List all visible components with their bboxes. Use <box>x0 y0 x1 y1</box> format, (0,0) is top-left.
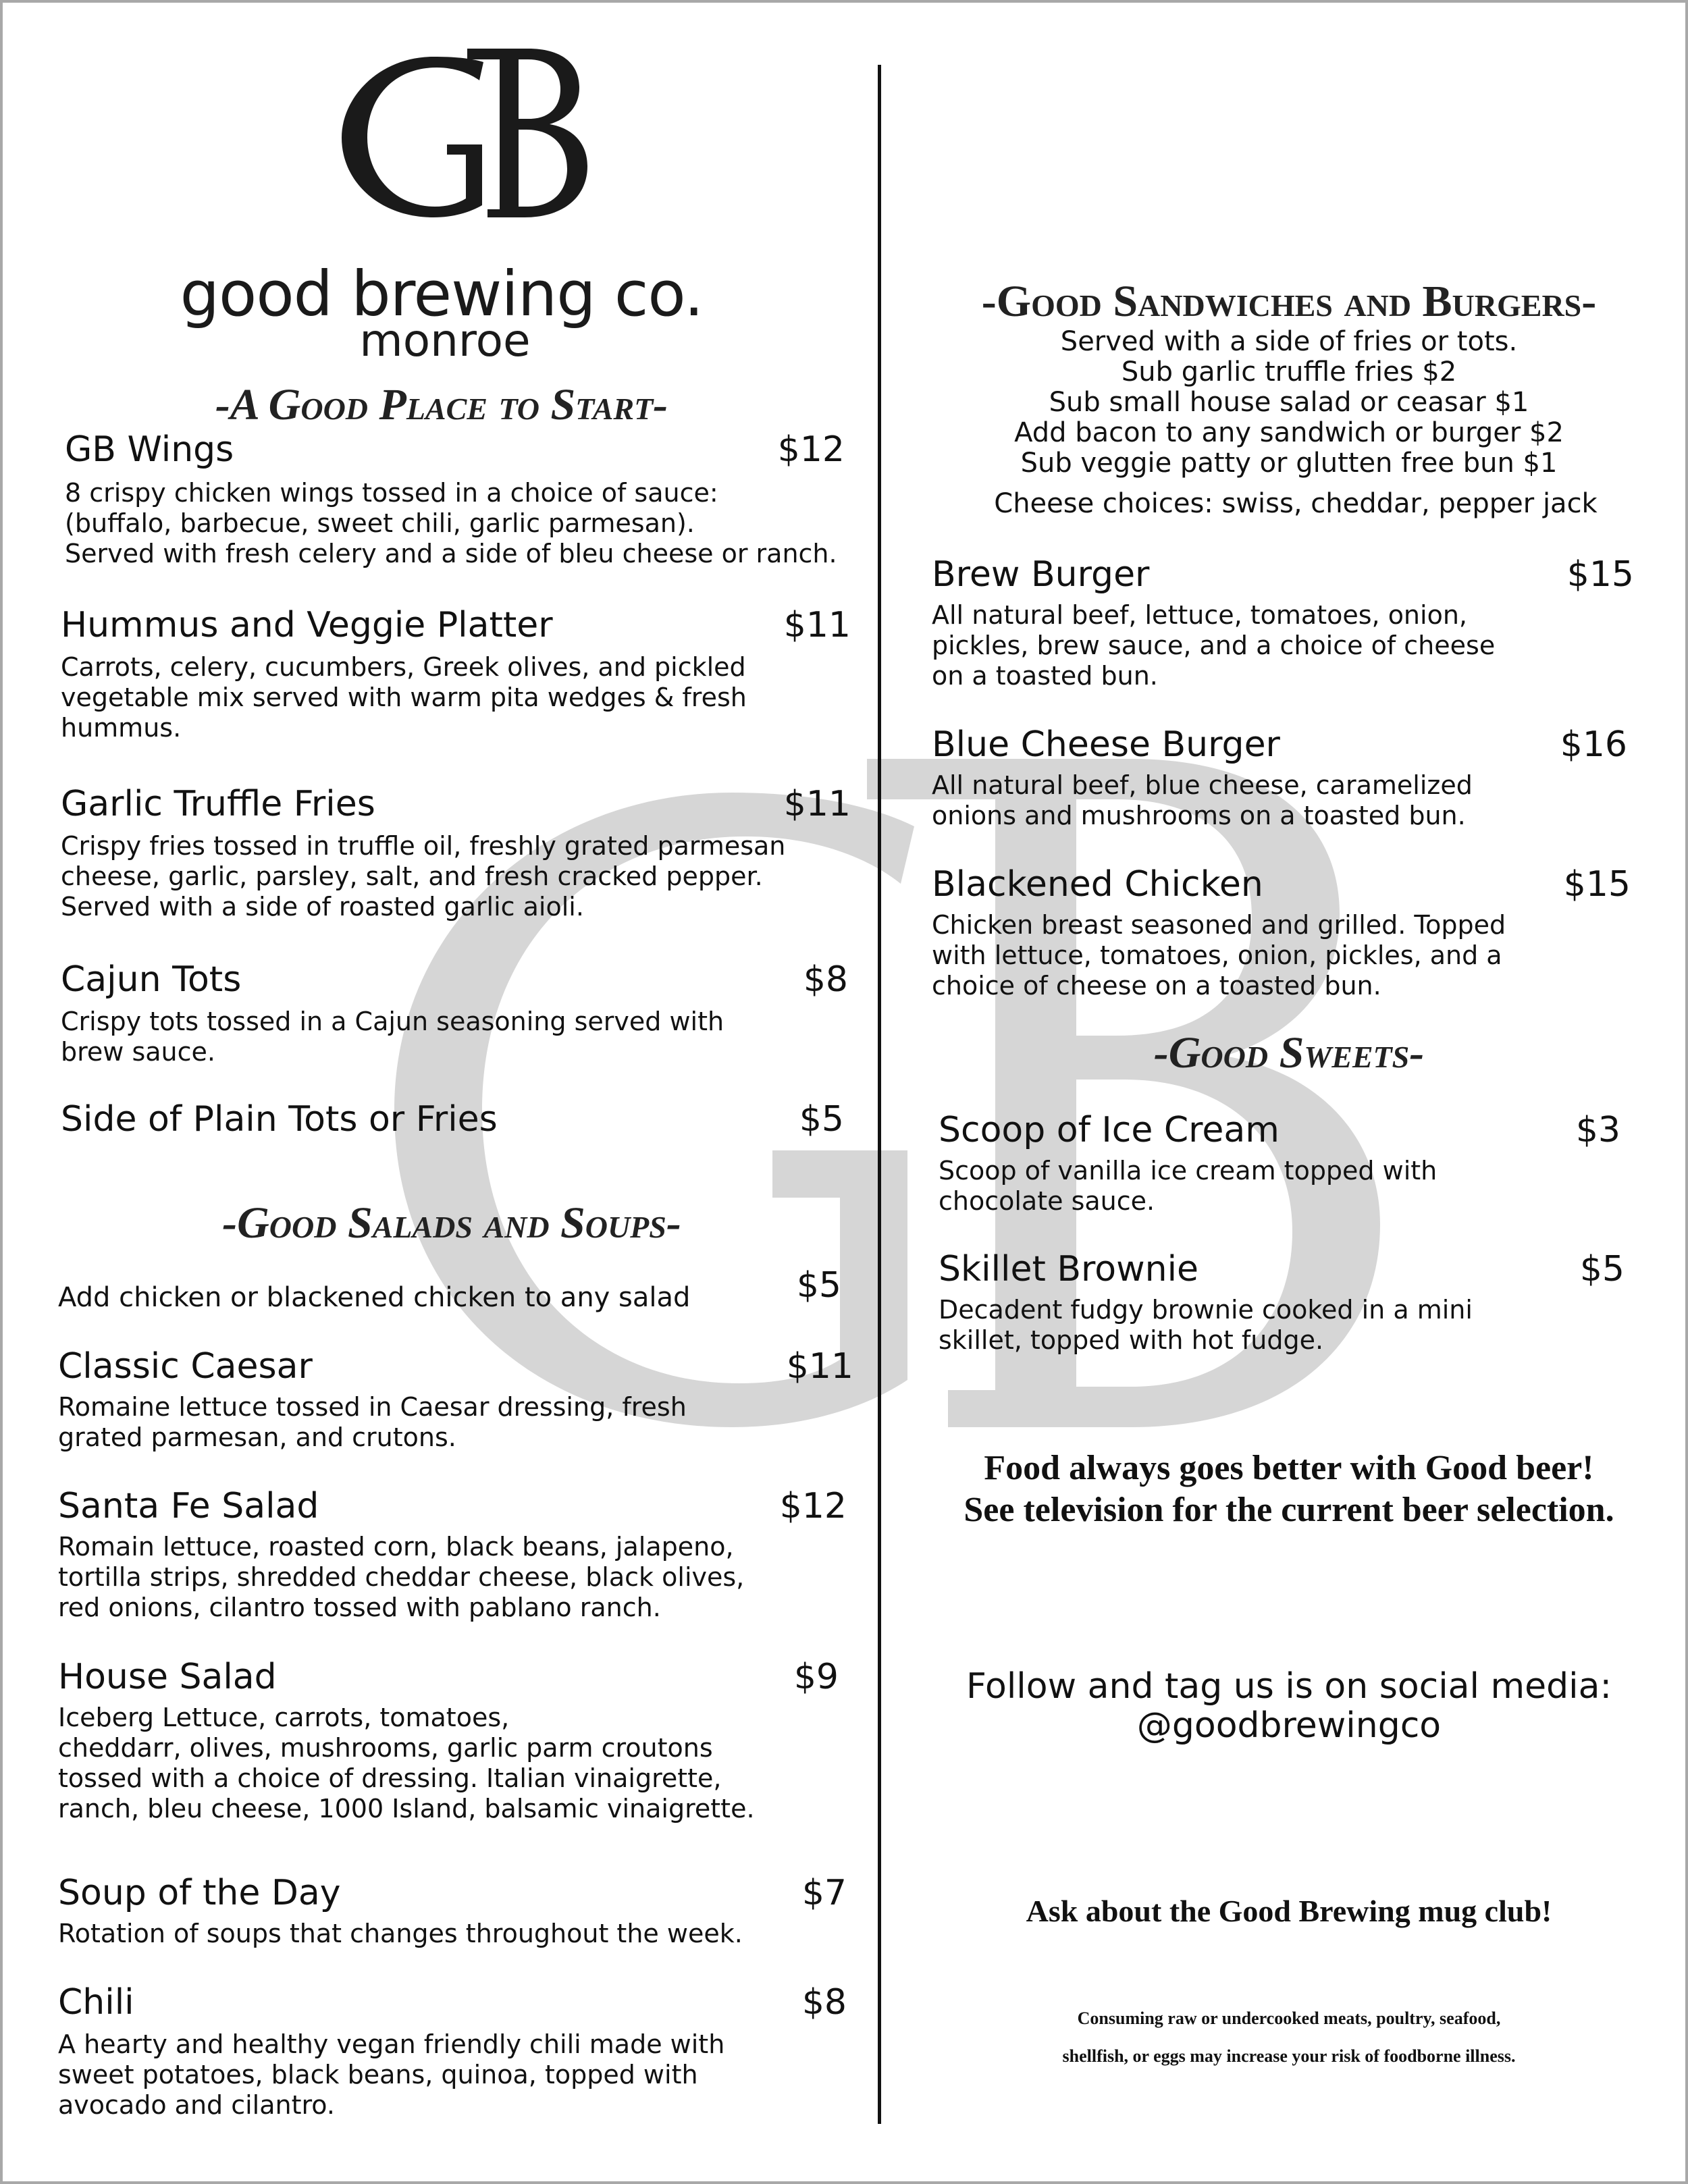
item-name: Blackened Chicken <box>932 864 1263 905</box>
brand-location: monroe <box>359 315 531 367</box>
item-name: Blue Cheese Burger <box>932 724 1280 765</box>
item-description: Scoop of vanilla ice cream topped with chocolate sauce. <box>939 1156 1438 1216</box>
item-price: $15 <box>1566 554 1634 595</box>
item-name: Brew Burger <box>932 554 1150 595</box>
item-price: $8 <box>803 959 848 1000</box>
beer-note: Food always goes better with Good beer! See television for the current beer selection. <box>964 1449 1614 1529</box>
sandwich-notes: Served with a side of fries or tots. Sub garlic truffle fries $2 Sub small house salad or ceasar $1 Add bacon to any sandwich or burger $2 Sub veggie patty or glutten free bun $1 <box>1014 326 1564 479</box>
item-price: $5 <box>1579 1249 1625 1289</box>
item-description: Rotation of soups that changes throughout the week. <box>58 1919 743 1948</box>
item-description: 8 crispy chicken wings tossed in a choice of sauce: (buffalo, barbecue, sweet chili, garlic parmesan). Served with fresh celery and a side of bleu cheese or ranch. <box>65 478 837 568</box>
addon-price: $5 <box>796 1265 841 1306</box>
brand-name: good brewing co. <box>180 258 704 330</box>
item-name: Chili <box>58 1982 134 2023</box>
health-disclaimer: Consuming raw or undercooked meats, poultry, seafood, shellfish, or eggs may increase your risk of foodborne illness. <box>1062 2008 1516 2066</box>
item-price: $16 <box>1560 724 1627 765</box>
item-description: Romaine lettuce tossed in Caesar dressing, fresh grated parmesan, and crutons. <box>58 1392 687 1452</box>
item-price: $7 <box>801 1873 847 1913</box>
item-description: All natural beef, lettuce, tomatoes, onion, pickles, brew sauce, and a choice of cheese on a toasted bun. <box>932 600 1496 691</box>
section-title-starters: -A Good Place to Start- <box>215 380 668 429</box>
item-description: Decadent fudgy brownie cooked in a mini skillet, topped with hot fudge. <box>939 1295 1473 1355</box>
item-description: Iceberg Lettuce, carrots, tomatoes, cheddarr, olives, mushrooms, garlic parm croutons tossed with a choice of dressing. Italian vinaigrette, ranch, bleu cheese, 1000 Island, balsamic vinaigrette. <box>58 1703 755 1823</box>
item-name: Classic Caesar <box>58 1346 313 1387</box>
section-title-salads: -Good Salads and Soups- <box>222 1198 681 1248</box>
item-name: Santa Fe Salad <box>58 1486 319 1526</box>
item-name: House Salad <box>58 1657 277 1697</box>
item-name: Scoop of Ice Cream <box>939 1110 1280 1150</box>
item-price: $8 <box>801 1982 847 2023</box>
item-price: $12 <box>779 1486 847 1526</box>
item-description: Romain lettuce, roasted corn, black beans, jalapeno, tortilla strips, shredded cheddar cheese, black olives, red onions, cilantro tossed with pablano ranch. <box>58 1532 745 1622</box>
section-title-sweets: -Good Sweets- <box>1153 1028 1425 1077</box>
item-price: $3 <box>1575 1110 1620 1150</box>
item-description: Crispy fries tossed in truffle oil, freshly grated parmesan cheese, garlic, parsley, salt, and fresh cracked pepper. Served with a side of roasted garlic aioli. <box>61 831 786 922</box>
logo-mark <box>332 43 589 225</box>
item-name: Side of Plain Tots or Fries <box>61 1099 498 1140</box>
item-description: Carrots, celery, cucumbers, Greek olives, and pickled vegetable mix served with warm pita wedges & fresh hummus. <box>61 652 747 743</box>
item-price: $15 <box>1563 864 1631 905</box>
item-description: A hearty and healthy vegan friendly chili made with sweet potatoes, black beans, quinoa, topped with avocado and cilantro. <box>58 2029 725 2120</box>
item-name: Cajun Tots <box>61 959 242 1000</box>
item-description: All natural beef, blue cheese, caramelized onions and mushrooms on a toasted bun. <box>932 770 1473 830</box>
item-price: $12 <box>777 429 845 470</box>
item-name: Garlic Truffle Fries <box>61 784 375 824</box>
item-price: $11 <box>783 784 851 824</box>
column-divider <box>878 65 881 2124</box>
social-media-note: Follow and tag us is on social media: @goodbrewingco <box>907 1667 1670 1745</box>
addon-text: Add chicken or blackened chicken to any salad <box>58 1282 691 1313</box>
logo-g-shape <box>342 57 483 217</box>
item-price: $9 <box>793 1657 839 1697</box>
cheese-note: Cheese choices: swiss, cheddar, pepper jack <box>994 488 1598 519</box>
item-name: Skillet Brownie <box>939 1249 1199 1289</box>
item-name: Soup of the Day <box>58 1873 341 1913</box>
item-name: Hummus and Veggie Platter <box>61 605 553 645</box>
mug-club-note: Ask about the Good Brewing mug club! <box>1026 1894 1552 1928</box>
item-price: $11 <box>786 1346 853 1387</box>
logo-b-shape <box>467 49 587 217</box>
social-handle: @goodbrewingco <box>1136 1705 1442 1746</box>
item-name: GB Wings <box>65 429 234 470</box>
item-price: $11 <box>783 605 851 645</box>
item-description: Crispy tots tossed in a Cajun seasoning served with brew sauce. <box>61 1007 724 1067</box>
item-description: Chicken breast seasoned and grilled. Topped with lettuce, tomatoes, onion, pickles, and a choice of cheese on a toasted bun. <box>932 910 1506 1001</box>
section-title-sandwiches: -Good Sandwiches and Burgers- <box>981 277 1597 326</box>
item-price: $5 <box>799 1099 844 1140</box>
